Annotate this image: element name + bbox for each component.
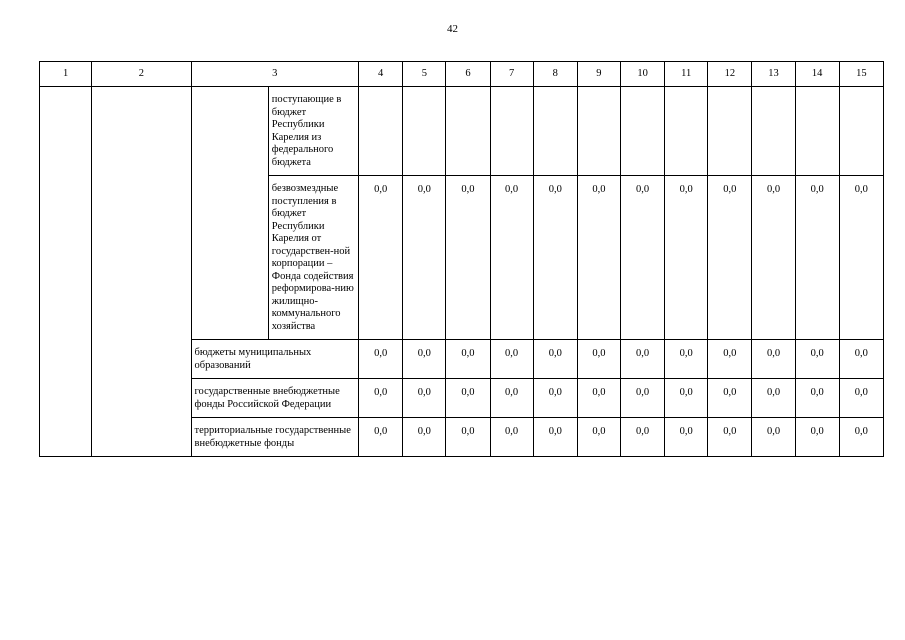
value-cell: 0,0	[708, 340, 752, 379]
budget-table	[39, 61, 884, 457]
value-cell: 0,0	[359, 379, 403, 418]
value-cell: 0,0	[620, 418, 664, 457]
value-cell: 0,0	[403, 340, 446, 379]
value-cell: 0,0	[533, 340, 577, 379]
value-cell: 0,0	[359, 176, 403, 340]
value-cell: 0,0	[403, 176, 446, 340]
value-cell: 0,0	[446, 418, 490, 457]
value-cell: 0,0	[490, 176, 533, 340]
value-cell: 0,0	[708, 379, 752, 418]
value-cell	[403, 87, 446, 176]
value-cell: 0,0	[708, 418, 752, 457]
header-cell: 9	[577, 62, 620, 87]
value-cell: 0,0	[577, 379, 620, 418]
value-cell	[795, 87, 839, 176]
header-cell: 15	[839, 62, 883, 87]
header-cell: 10	[620, 62, 664, 87]
value-cell: 0,0	[752, 379, 795, 418]
value-cell: 0,0	[577, 340, 620, 379]
blank-cell	[92, 87, 191, 457]
header-cell: 7	[490, 62, 533, 87]
value-cell: 0,0	[403, 379, 446, 418]
value-cell: 0,0	[490, 340, 533, 379]
value-cell: 0,0	[577, 418, 620, 457]
value-cell	[446, 87, 490, 176]
value-cell: 0,0	[620, 379, 664, 418]
value-cell	[577, 87, 620, 176]
header-cell: 12	[708, 62, 752, 87]
row-label: государственные внебюджетные фонды Российской Федерации	[191, 379, 359, 418]
header-cell: 6	[446, 62, 490, 87]
header-cell: 8	[533, 62, 577, 87]
value-cell: 0,0	[839, 176, 883, 340]
value-cell: 0,0	[490, 418, 533, 457]
value-cell: 0,0	[490, 379, 533, 418]
value-cell: 0,0	[533, 379, 577, 418]
header-cell: 4	[359, 62, 403, 87]
header-cell: 5	[403, 62, 446, 87]
value-cell: 0,0	[446, 379, 490, 418]
value-cell	[752, 87, 795, 176]
header-cell: 2	[92, 62, 191, 87]
value-cell: 0,0	[752, 176, 795, 340]
value-cell: 0,0	[795, 379, 839, 418]
row-label: территориальные государственные внебюджетные фонды	[191, 418, 359, 457]
value-cell: 0,0	[533, 176, 577, 340]
value-cell	[490, 87, 533, 176]
value-cell: 0,0	[795, 176, 839, 340]
value-cell: 0,0	[577, 176, 620, 340]
value-cell: 0,0	[752, 340, 795, 379]
value-cell	[620, 87, 664, 176]
value-cell: 0,0	[446, 176, 490, 340]
value-cell: 0,0	[708, 176, 752, 340]
value-cell: 0,0	[665, 418, 708, 457]
row-label: бюджеты муниципальных образований	[191, 340, 359, 379]
value-cell	[359, 87, 403, 176]
header-cell: 13	[752, 62, 795, 87]
value-cell: 0,0	[839, 340, 883, 379]
header-cell: 14	[795, 62, 839, 87]
value-cell: 0,0	[665, 176, 708, 340]
value-cell	[708, 87, 752, 176]
value-cell: 0,0	[620, 340, 664, 379]
header-cell: 3	[191, 62, 359, 87]
value-cell: 0,0	[839, 418, 883, 457]
value-cell	[839, 87, 883, 176]
header-cell: 11	[665, 62, 708, 87]
row-label: безвозмездные поступления в бюджет Республики Карелия от государствен-ной корпорации – Фонда содействия реформирова-нию жилищно-коммунального хозяйства	[268, 176, 358, 340]
value-cell: 0,0	[446, 340, 490, 379]
value-cell: 0,0	[795, 340, 839, 379]
value-cell: 0,0	[795, 418, 839, 457]
value-cell: 0,0	[403, 418, 446, 457]
row-label: поступающие в бюджет Республики Карелия из федерального бюджета	[268, 87, 358, 176]
value-cell: 0,0	[533, 418, 577, 457]
header-cell: 1	[40, 62, 92, 87]
value-cell: 0,0	[620, 176, 664, 340]
value-cell: 0,0	[752, 418, 795, 457]
value-cell: 0,0	[359, 340, 403, 379]
value-cell	[533, 87, 577, 176]
value-cell: 0,0	[665, 340, 708, 379]
header-row	[40, 62, 884, 87]
page-number: 42	[447, 23, 458, 35]
value-cell	[665, 87, 708, 176]
value-cell: 0,0	[359, 418, 403, 457]
value-cell: 0,0	[839, 379, 883, 418]
value-cell: 0,0	[665, 379, 708, 418]
blank-cell	[191, 87, 268, 340]
table-row	[40, 87, 884, 176]
blank-cell	[40, 87, 92, 457]
